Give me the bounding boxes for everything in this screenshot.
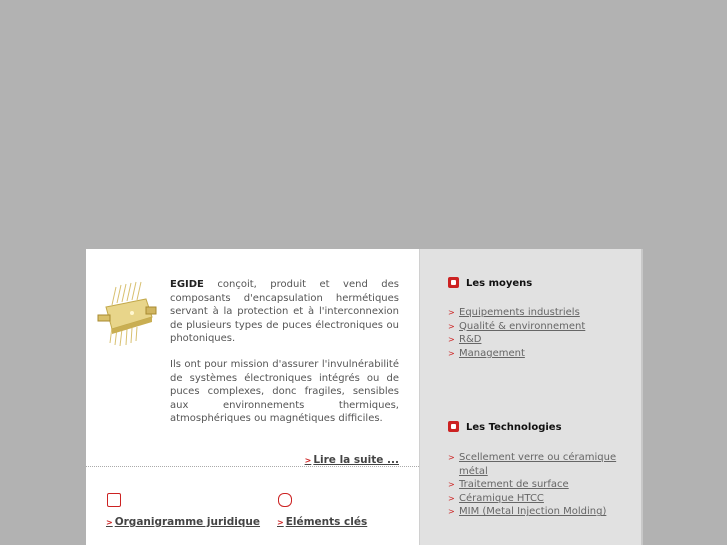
org-chart-link[interactable] bbox=[106, 516, 260, 528]
product-package-image bbox=[96, 279, 158, 349]
divider bbox=[86, 466, 419, 467]
arrow-right-icon: > bbox=[448, 480, 455, 490]
tech-item-mim[interactable] bbox=[448, 505, 624, 519]
intro-paragraph-1 bbox=[170, 278, 399, 346]
arrow-right-icon: > bbox=[448, 493, 455, 503]
means-item-management[interactable] bbox=[448, 347, 585, 361]
section-means-title: Les moyens bbox=[466, 278, 533, 289]
tech-item-surface[interactable] bbox=[448, 478, 624, 492]
intro-text-1: conçoit, produit et vend des composants d'encapsulation hermétiques servant à la protection et à l'interconnexion de plusieurs types de puces électroniques ou photoniques. bbox=[170, 279, 399, 345]
key-elements-label: Eléments clés bbox=[285, 516, 368, 528]
read-more-link[interactable] bbox=[305, 454, 399, 466]
tech-item-sealing[interactable] bbox=[448, 451, 624, 478]
tech-item-htcc[interactable] bbox=[448, 492, 624, 506]
company-description bbox=[170, 278, 399, 438]
arrow-right-icon: > bbox=[304, 456, 312, 465]
technologies-list bbox=[448, 451, 624, 519]
arrow-right-icon: > bbox=[448, 308, 455, 317]
tech-item-label: Scellement verre ou céramique métal bbox=[459, 452, 617, 477]
section-means-heading bbox=[448, 277, 532, 289]
tech-item-label: Traitement de surface bbox=[459, 479, 569, 491]
tech-item-label: Céramique HTCC bbox=[459, 492, 544, 504]
brand-name: EGIDE bbox=[170, 279, 204, 290]
arrow-right-icon: > bbox=[448, 507, 455, 517]
read-more-label: Lire la suite ... bbox=[313, 454, 399, 466]
arrow-right-icon: > bbox=[106, 518, 113, 527]
key-elements-link[interactable] bbox=[277, 516, 367, 528]
sidebar-panel bbox=[419, 249, 643, 545]
arrow-right-icon: > bbox=[448, 348, 455, 358]
arrow-right-icon: > bbox=[448, 335, 455, 345]
means-item-label: R&D bbox=[459, 334, 482, 346]
arrow-right-icon: > bbox=[448, 321, 455, 331]
means-item-label: Qualité & environnement bbox=[459, 320, 586, 332]
intro-paragraph-2: Ils ont pour mission d'assurer l'invulnérabilité de systèmes électroniques intégrés ou de puces complexes, donc fragiles, sensibles aux environnements thermiques, atmosphériques ou magnétiques difficiles. bbox=[170, 358, 399, 425]
section-technologies-title: Les Technologies bbox=[466, 422, 562, 433]
means-item-quality[interactable] bbox=[448, 320, 585, 334]
means-item-equipment[interactable] bbox=[448, 306, 585, 320]
arrow-right-icon: > bbox=[448, 453, 455, 462]
org-chart-label: Organigramme juridique bbox=[114, 516, 261, 528]
section-technologies-heading bbox=[448, 421, 562, 433]
arrow-right-icon: > bbox=[277, 518, 284, 527]
intro-panel bbox=[86, 249, 419, 545]
tech-item-label: MIM (Metal Injection Molding) bbox=[459, 506, 607, 518]
technologies-icon bbox=[448, 421, 459, 432]
key-elements-icon[interactable] bbox=[278, 493, 292, 507]
means-item-label: Management bbox=[459, 347, 525, 359]
means-item-rd[interactable] bbox=[448, 333, 585, 347]
means-list bbox=[448, 306, 585, 360]
means-icon bbox=[448, 277, 459, 288]
means-item-label: Equipements industriels bbox=[459, 307, 580, 318]
org-chart-icon[interactable] bbox=[107, 493, 121, 507]
